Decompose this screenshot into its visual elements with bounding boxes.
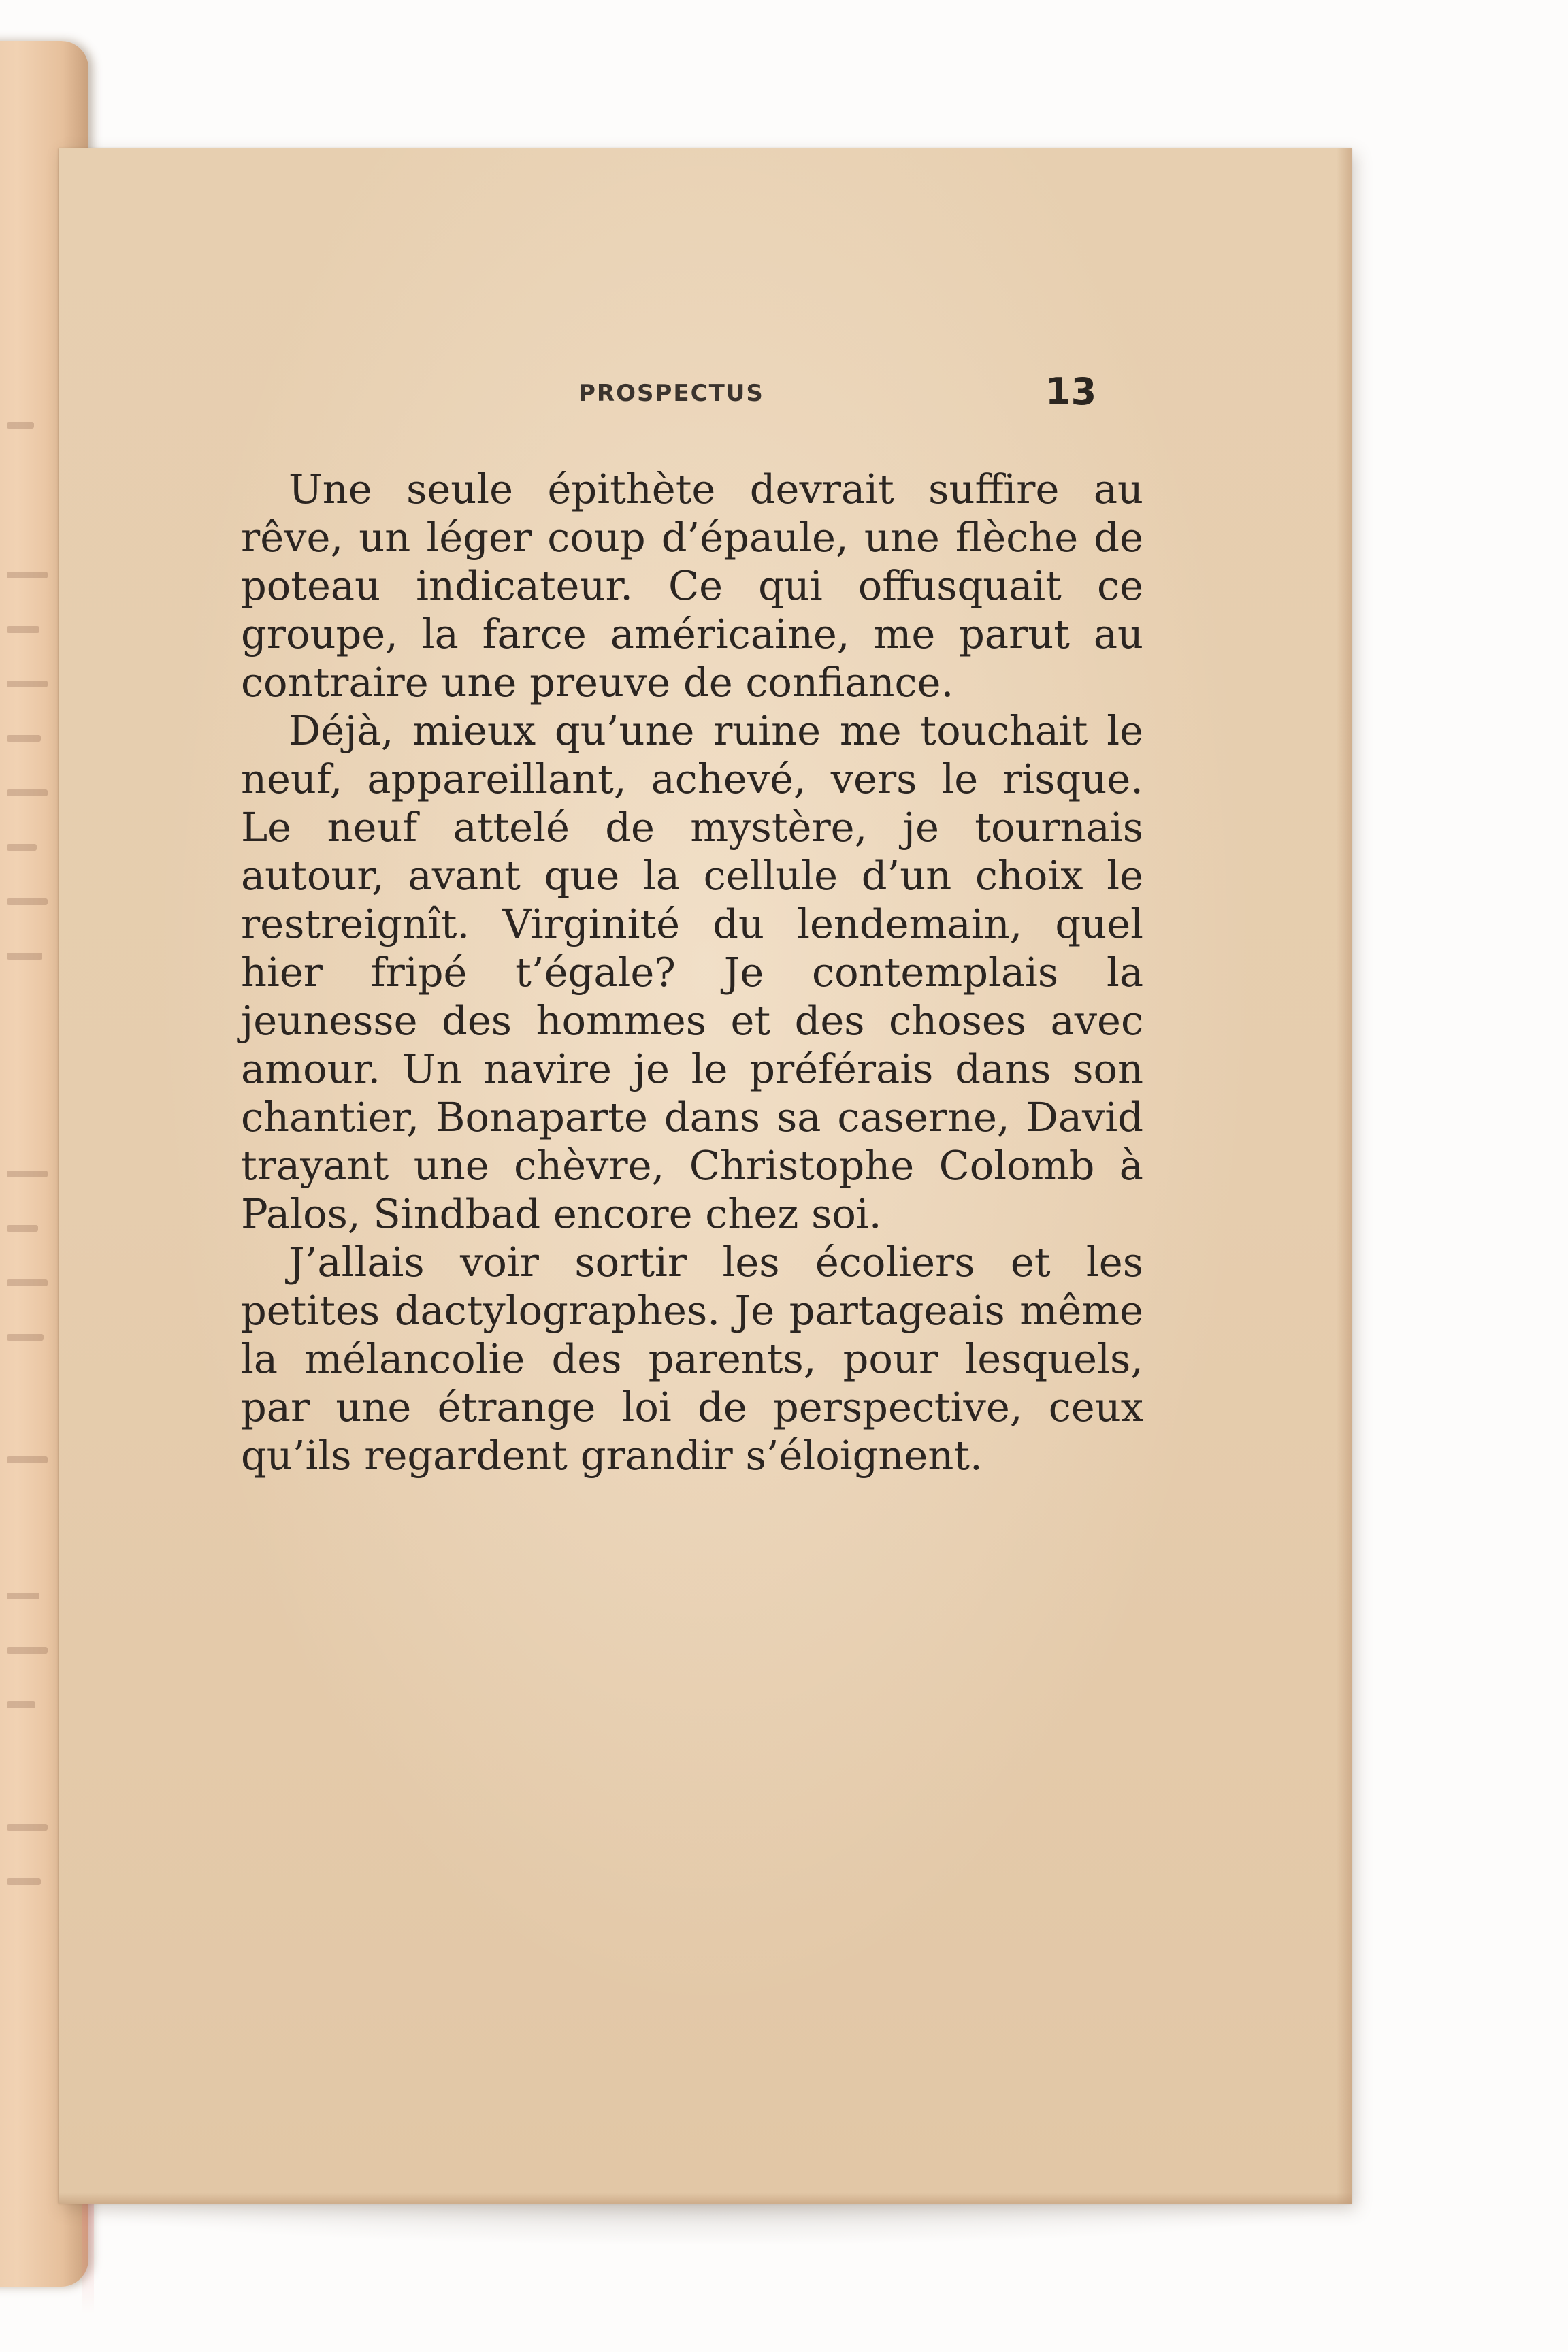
faded-text-mark bbox=[7, 735, 41, 742]
faded-text-mark bbox=[7, 844, 37, 851]
faded-text-mark bbox=[7, 422, 34, 429]
paragraph: Déjà, mieux qu’une ruine me touchait le neuf, appareillant, achevé, vers le risque. Le neuf attelé de mystère, je tournais autour, avant que la cellule d’un choix le restreignît. Virginité du lendemain, quel hier fripé t’égale? Je contemplais la jeunesse des hommes et des choses avec amour. Un navire je le préférais dans son chantier, Bonaparte dans sa caserne, David trayant une chèvre, Christophe Colomb à Palos, Sindbad encore chez soi. bbox=[241, 707, 1143, 1237]
paragraph: Une seule épithète devrait suffire au rêve, un léger coup d’épaule, une flèche de poteau indicateur. Ce qui offusquait ce groupe, la farce américaine, me parut au contraire une preuve de confiance. bbox=[241, 466, 1143, 706]
page-number: 13 bbox=[1045, 370, 1097, 413]
faded-text-mark bbox=[7, 1824, 48, 1831]
running-title: PROSPECTUS bbox=[578, 380, 764, 407]
faded-text-mark bbox=[7, 1456, 48, 1463]
book-page bbox=[59, 148, 1352, 2204]
page-header bbox=[59, 370, 1352, 434]
page-body-text bbox=[241, 465, 1143, 1480]
faded-text-mark bbox=[7, 626, 39, 633]
faded-text-mark bbox=[7, 1878, 41, 1885]
faded-text-mark bbox=[7, 572, 48, 578]
faded-text-mark bbox=[7, 953, 42, 960]
faded-text-mark bbox=[7, 1171, 48, 1177]
faded-text-mark bbox=[7, 1647, 48, 1654]
paragraph: J’allais voir sortir les écoliers et les petites dactylographes. Je partageais même la mélancolie des parents, pour lesquels, par une étrange loi de perspective, ceux qu’ils regardent grandir s’éloignent. bbox=[241, 1239, 1143, 1479]
faded-text-mark bbox=[7, 898, 48, 905]
faded-text-mark bbox=[7, 681, 48, 687]
faded-text-mark bbox=[7, 1701, 35, 1708]
faded-text-mark bbox=[7, 1225, 38, 1232]
faded-text-mark bbox=[7, 1592, 39, 1599]
faded-text-mark bbox=[7, 1334, 44, 1341]
faded-text-mark bbox=[7, 1279, 48, 1286]
faded-text-mark bbox=[7, 789, 48, 796]
